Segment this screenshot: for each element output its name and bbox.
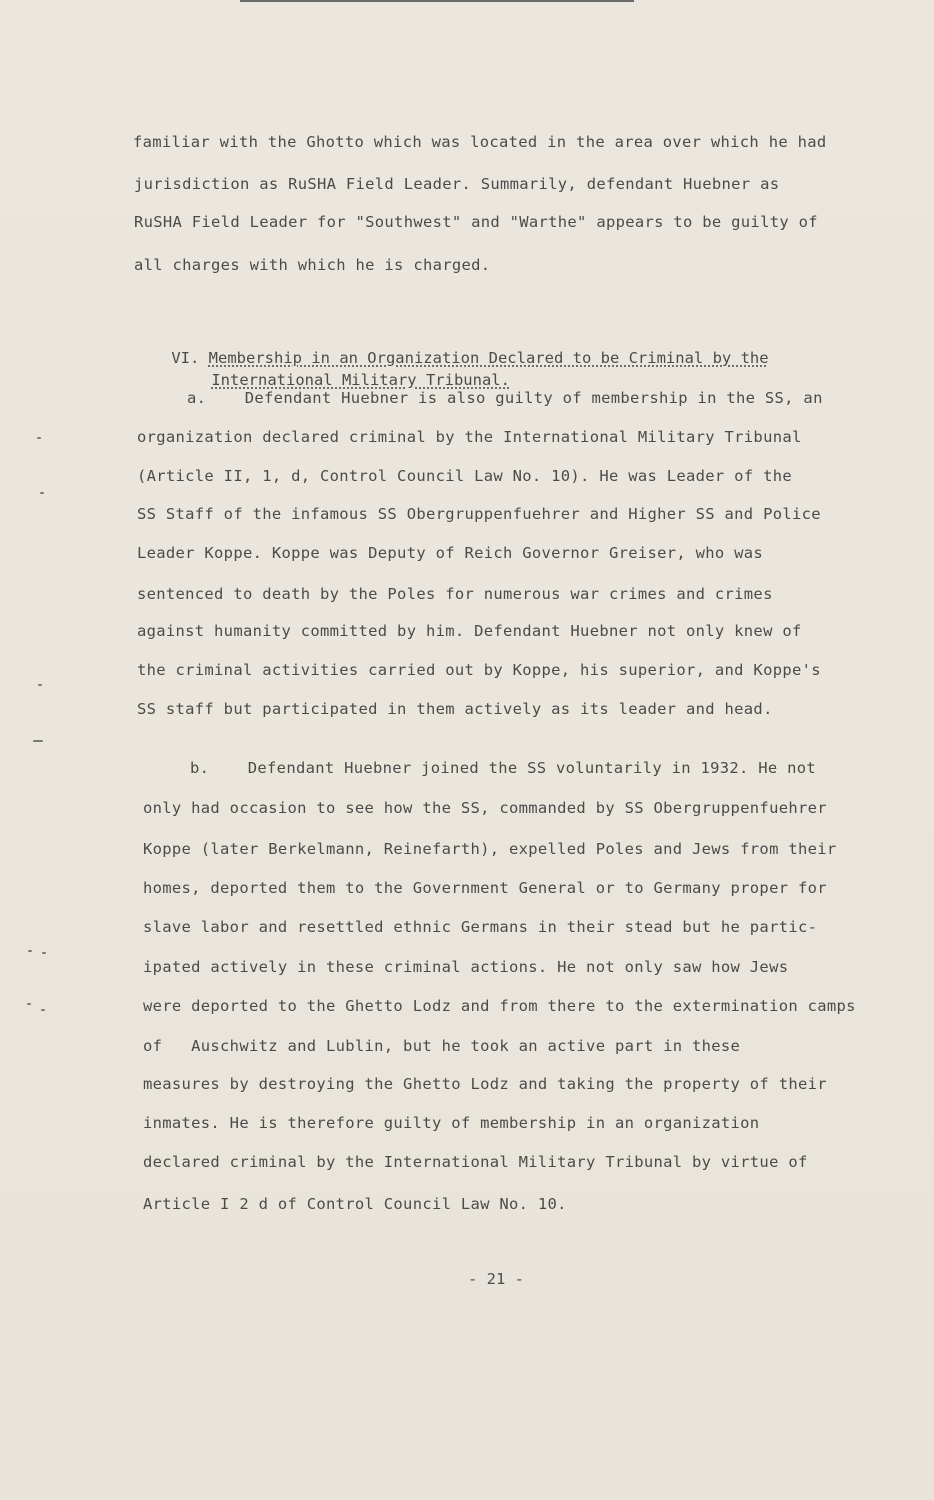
- paragraph-b-line: Koppe (later Berkelmann, Reinefarth), expelled Poles and Jews from their: [143, 840, 837, 858]
- scan-speck: [27, 1003, 31, 1005]
- text-line: jurisdiction as RuSHA Field Leader. Summarily, defendant Huebner as: [134, 175, 780, 193]
- section-number: VI.: [171, 349, 200, 367]
- paragraph-a-line: SS Staff of the infamous SS Obergruppenfuehrer and Higher SS and Police: [137, 505, 821, 523]
- scan-speck: [41, 1009, 45, 1011]
- text-line: familiar with the Ghotto which was located in the area over which he had: [133, 133, 827, 151]
- paragraph-a-line: a. Defendant Huebner is also guilty of membership in the SS, an: [187, 389, 823, 407]
- paragraph-b-line: b. Defendant Huebner joined the SS voluntarily in 1932. He not: [190, 759, 817, 777]
- paragraph-b-line: were deported to the Ghetto Lodz and from there to the extermination camps: [143, 997, 856, 1015]
- paragraph-a-line: Leader Koppe. Koppe was Deputy of Reich Governor Greiser, who was: [137, 544, 764, 562]
- top-edge-rule: [240, 0, 634, 2]
- scan-speck: [40, 492, 44, 494]
- paragraph-b-line: slave labor and resettled ethnic Germans in their stead but he partic-: [143, 918, 818, 936]
- paragraph-b-line: declared criminal by the International Military Tribunal by virtue of: [143, 1153, 808, 1171]
- paragraph-a-line: the criminal activities carried out by Koppe, his superior, and Koppe's: [137, 661, 821, 679]
- paragraph-b-line: ipated actively in these criminal actions. He not only saw how Jews: [143, 958, 789, 976]
- scan-speck: [28, 950, 32, 952]
- paragraph-b-line: only had occasion to see how the SS, commanded by SS Obergruppenfuehrer: [143, 799, 827, 817]
- scan-speck: [37, 437, 41, 439]
- text-line: all charges with which he is charged.: [134, 256, 491, 274]
- section-title-line-1: Membership in an Organization Declared to be Criminal by the: [208, 349, 769, 367]
- paragraph-b-line: measures by destroying the Ghetto Lodz and taking the property of their: [143, 1075, 827, 1093]
- section-title-line-2: International Military Tribunal.: [211, 371, 510, 389]
- text-line: RuSHA Field Leader for "Southwest" and "Warthe" appears to be guilty of: [134, 213, 818, 231]
- paragraph-a-line: SS staff but participated in them actively as its leader and head.: [137, 700, 773, 718]
- paragraph-b-line: Article I 2 d of Control Council Law No. 10.: [143, 1195, 567, 1213]
- paragraph-a-line: organization declared criminal by the International Military Tribunal: [137, 428, 802, 446]
- paragraph-a-line: sentenced to death by the Poles for numerous war crimes and crimes: [137, 585, 773, 603]
- scan-speck: [33, 740, 43, 742]
- paragraph-b-line: of Auschwitz and Lublin, but he took an active part in these: [143, 1037, 741, 1055]
- scan-speck: [38, 684, 42, 686]
- paragraph-a-line: against humanity committed by him. Defendant Huebner not only knew of: [137, 622, 802, 640]
- paragraph-b-line: inmates. He is therefore guilty of membership in an organization: [143, 1114, 760, 1132]
- paragraph-b-line: homes, deported them to the Government General or to Germany proper for: [143, 879, 827, 897]
- page-number: - 21 -: [468, 1270, 524, 1288]
- scan-speck: [42, 952, 46, 954]
- paragraph-a-line: (Article II, 1, d, Control Council Law No. 10). He was Leader of the: [137, 467, 792, 485]
